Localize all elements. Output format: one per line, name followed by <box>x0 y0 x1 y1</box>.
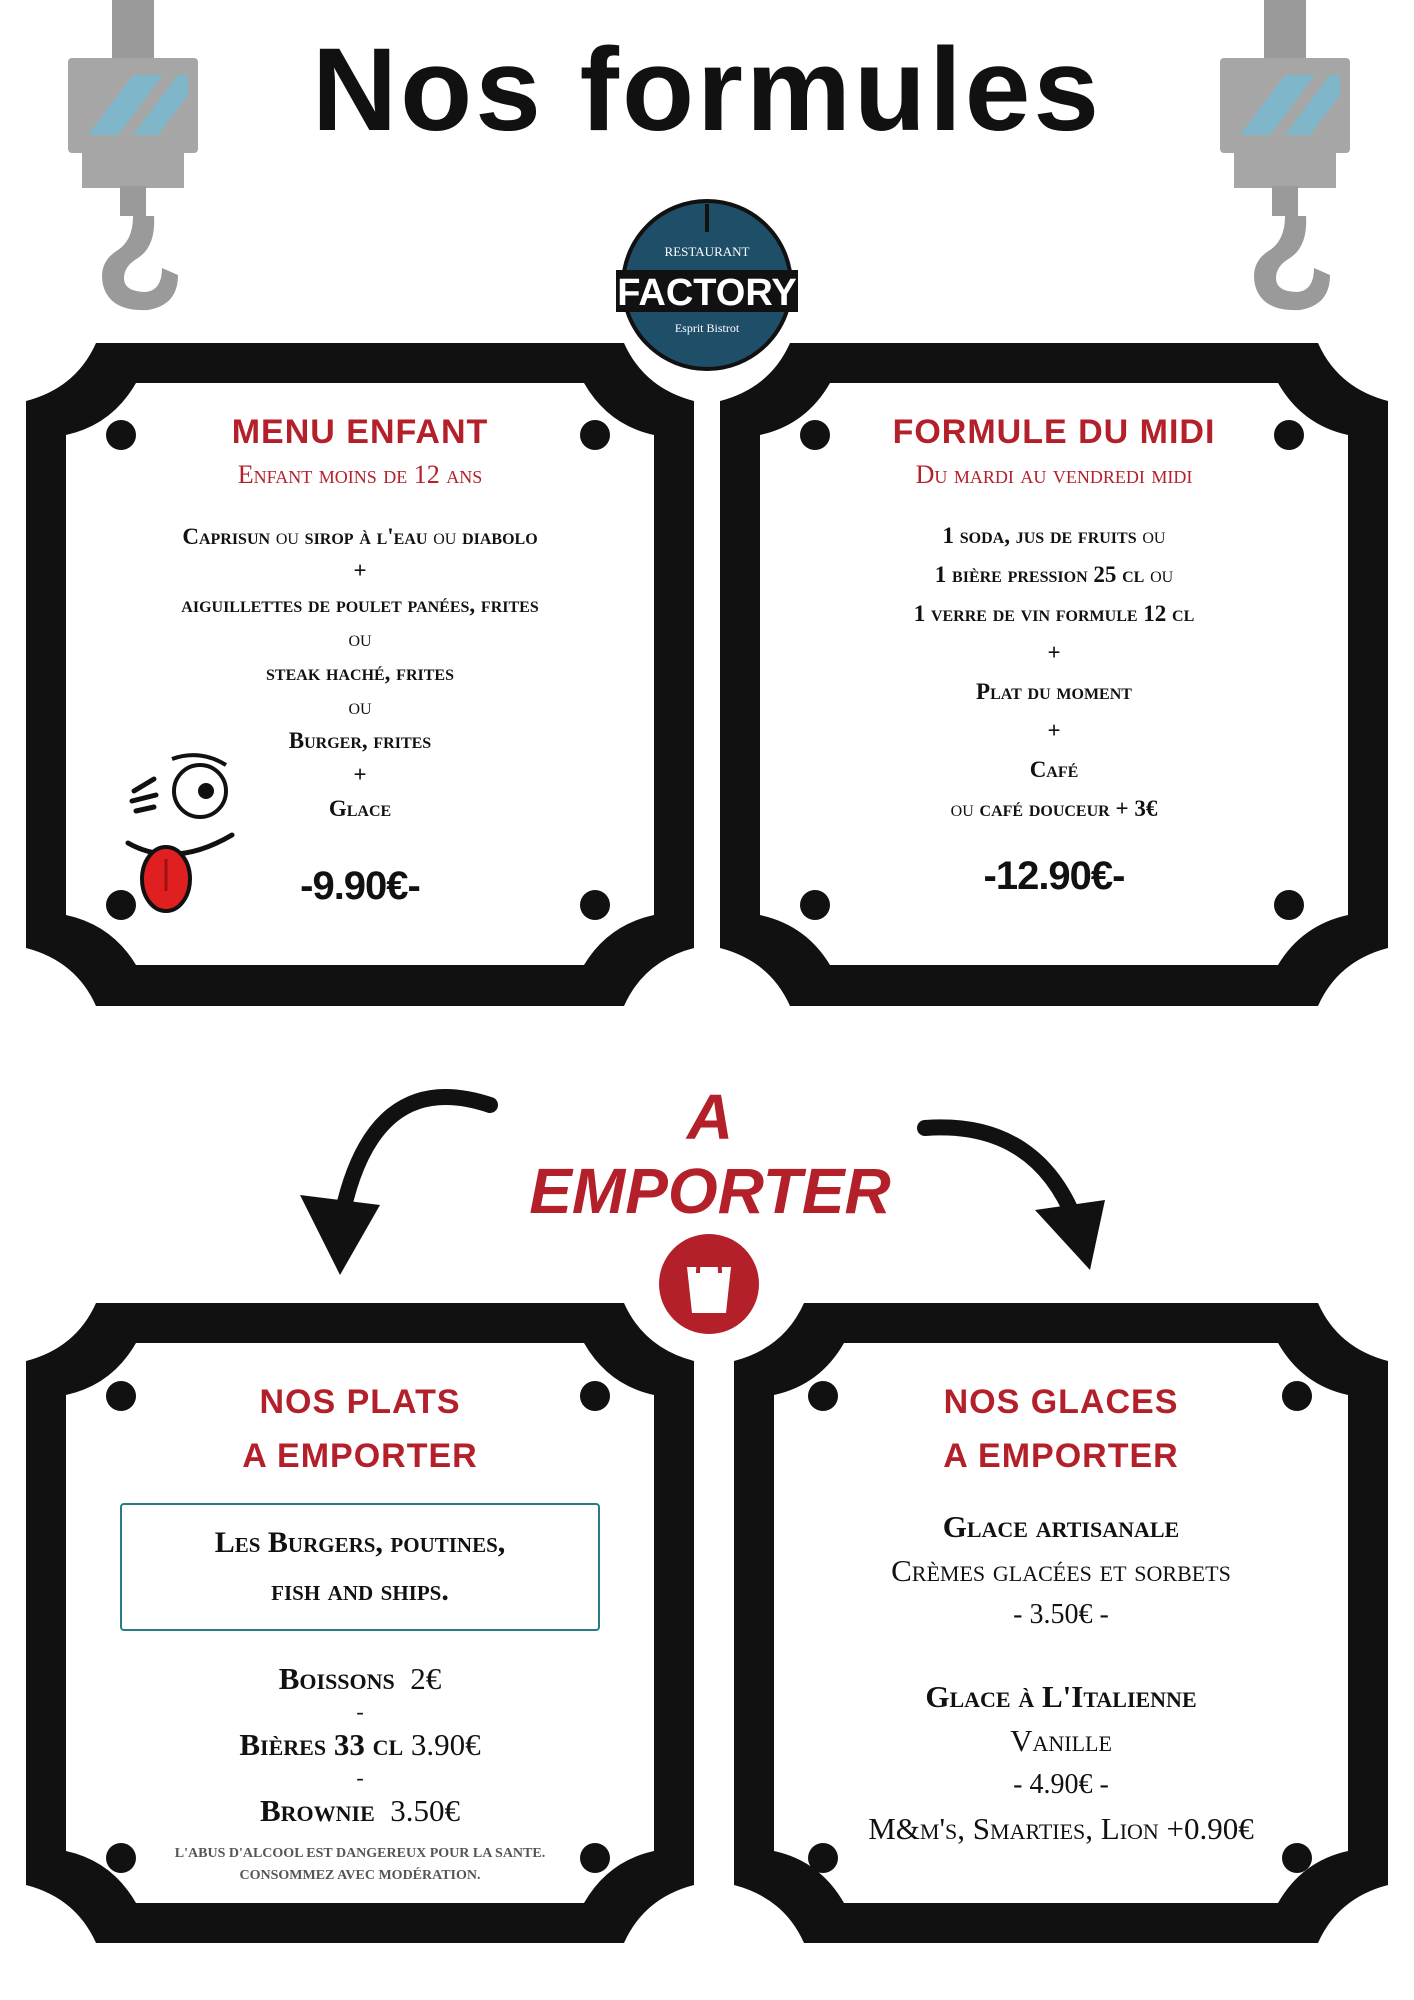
curved-arrow-left-icon <box>280 1075 510 1295</box>
glace-italienne-price: - 4.90€ - <box>1013 1769 1109 1800</box>
plats-box-line2: fish and ships. <box>271 1574 449 1607</box>
glaces-emporter-card <box>734 1303 1388 1943</box>
formule-midi-line: 1 bière pression 25 cl ou <box>934 562 1174 587</box>
menu-enfant-line: + <box>353 762 367 787</box>
menu-enfant-title: MENU ENFANT <box>231 413 489 451</box>
winking-face-tongue-icon <box>114 751 244 921</box>
menu-enfant-line: Burger, frites <box>288 728 432 753</box>
menu-enfant-line: ou <box>348 626 372 651</box>
glaces-title-line2: A EMPORTER <box>943 1437 1179 1475</box>
glace-artisanale-price: - 3.50€ - <box>1013 1599 1109 1630</box>
menu-enfant-line-drinks: Caprisun ou sirop à l'eau ou diabolo <box>182 524 538 549</box>
logo-name: FACTORY <box>617 272 797 314</box>
separator: - <box>356 1765 364 1790</box>
crane-hook-icon <box>1210 0 1360 320</box>
shopping-bag-icon <box>650 1225 768 1343</box>
menu-enfant-line: + <box>353 558 367 583</box>
glace-artisanale-label: Glace artisanale <box>942 1509 1180 1544</box>
formule-midi-title: FORMULE DU MIDI <box>892 413 1216 451</box>
plats-emporter-card <box>26 1303 694 1943</box>
brownie-row: Brownie 3.50€ <box>259 1793 461 1828</box>
plats-box <box>120 1503 600 1631</box>
crane-hook-icon <box>58 0 208 320</box>
logo-tagline: Esprit Bistrot <box>674 321 740 335</box>
formule-midi-line: + <box>1047 718 1061 743</box>
menu-enfant-card <box>26 343 694 1006</box>
menu-enfant-line: Glace <box>328 796 392 821</box>
glace-artisanale-desc: Crèmes glacées et sorbets <box>891 1553 1231 1588</box>
plats-title-line1: NOS PLATS <box>259 1383 461 1421</box>
logo-top-text: RESTAURANT <box>664 244 750 259</box>
bieres-row: Bières 33 cl 3.90€ <box>239 1727 481 1762</box>
a-emporter-heading: A EMPORTER <box>529 1081 891 1227</box>
plats-title-line2: A EMPORTER <box>242 1437 478 1475</box>
curved-arrow-right-icon <box>915 1110 1115 1280</box>
alcohol-warning: L'ABUS D'ALCOOL EST DANGEREUX POUR LA SANTE. CONSOMMEZ AVEC MODÉRATION. <box>174 1846 546 1883</box>
formule-midi-line: 1 soda, jus de fruits ou <box>942 523 1166 548</box>
menu-enfant-line: steak haché, frites <box>266 660 454 685</box>
menu-enfant-line: aiguillettes de poulet panées, frites <box>181 592 539 617</box>
formule-midi-line: 1 verre de vin formule 12 cl <box>913 601 1195 626</box>
menu-enfant-line: ou <box>348 694 372 719</box>
glaces-title-line1: NOS GLACES <box>943 1383 1179 1421</box>
glace-italienne-label: Glace à L'Italienne <box>925 1679 1197 1714</box>
plats-box-line1: Les Burgers, poutines, <box>214 1526 506 1559</box>
separator: - <box>356 1699 364 1724</box>
formule-midi-line: Plat du moment <box>976 679 1132 704</box>
formule-midi-line: + <box>1047 640 1061 665</box>
formule-midi-price: -12.90€- <box>983 854 1125 898</box>
formule-midi-card <box>720 343 1388 1006</box>
formule-midi-line: ou café douceur + 3€ <box>950 796 1158 821</box>
page-title: Nos formules <box>311 24 1103 156</box>
formule-midi-subtitle: Du mardi au vendredi midi <box>915 460 1193 489</box>
glace-italienne-desc: Vanille <box>1010 1723 1112 1758</box>
boissons-row: Boissons 2€ <box>278 1661 442 1696</box>
glace-toppings: M&m's, Smarties, Lion +0.90€ <box>868 1811 1254 1846</box>
formule-midi-line: Café <box>1029 757 1079 782</box>
menu-enfant-subtitle: Enfant moins de 12 ans <box>237 460 483 489</box>
menu-enfant-price: -9.90€- <box>300 864 420 908</box>
